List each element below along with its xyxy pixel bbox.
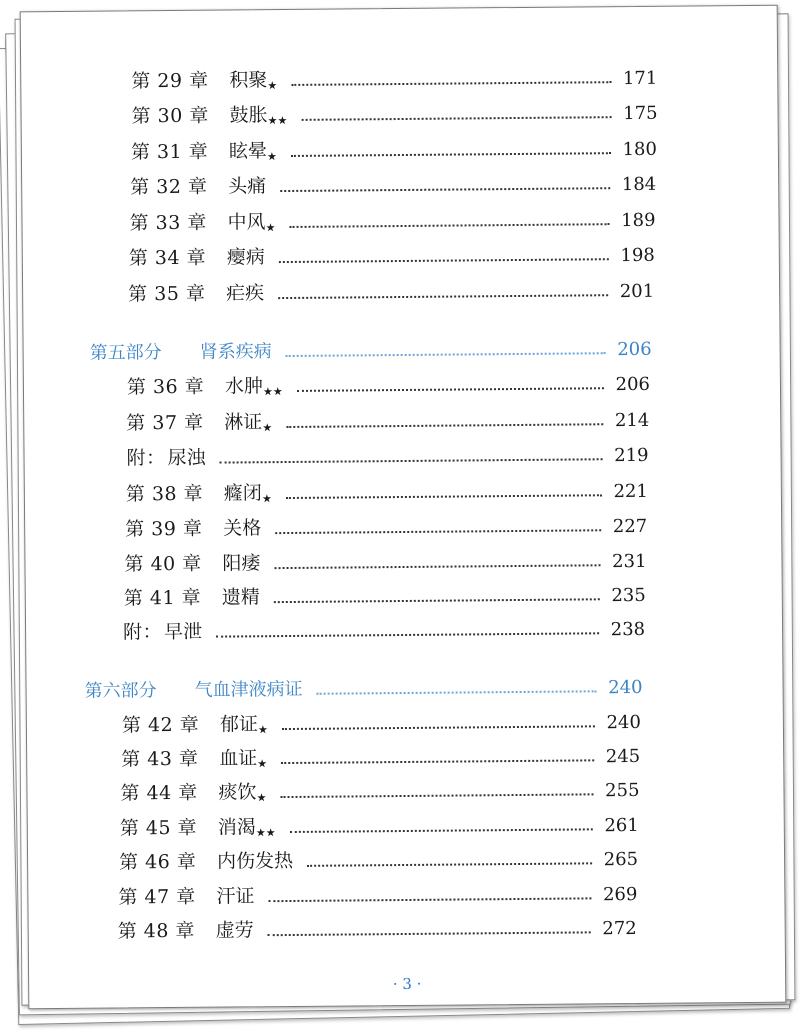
chapter-title: 汗证	[216, 885, 255, 908]
chapter-number: 第 39 章	[125, 517, 203, 541]
page-ref: 184	[621, 173, 657, 196]
chapter-number: 第 41 章	[123, 586, 202, 610]
chapter-title: 疟疾	[226, 282, 265, 305]
importance-star-icon: ★	[257, 757, 268, 771]
importance-star-icon: ★	[265, 221, 276, 235]
dot-leader	[282, 725, 595, 730]
page-ref: 171	[622, 67, 658, 90]
page-ref: 261	[604, 814, 639, 837]
page-ref: 231	[612, 550, 647, 573]
toc-entry[interactable]	[120, 769, 639, 806]
chapter-number: 第 34 章	[128, 246, 207, 270]
page-ref: 189	[621, 209, 656, 232]
chapter-title: 头痛	[228, 175, 267, 198]
page-ref: 235	[611, 584, 646, 607]
toc-entry[interactable]	[118, 873, 637, 910]
toc-entry[interactable]	[120, 804, 639, 841]
part-number: 第五部分	[89, 342, 162, 364]
chapter-title: 早泄	[164, 620, 203, 644]
dot-leader	[268, 897, 591, 902]
dot-leader	[216, 632, 599, 637]
toc-entry[interactable]	[125, 505, 647, 542]
chapter-number: 第 36 章	[126, 375, 205, 399]
importance-star-icon: ★	[266, 150, 277, 164]
toc-page	[20, 5, 787, 1010]
dot-leader	[286, 352, 606, 357]
page-ref: 206	[617, 338, 652, 361]
dot-leader	[274, 598, 600, 603]
part-title: 气血津液病证	[194, 678, 303, 701]
appendix-label: 附：	[122, 621, 163, 644]
page-ref: 238	[610, 618, 646, 641]
page-ref: 206	[615, 373, 651, 396]
page-ref: 245	[605, 745, 641, 768]
page-number: · 3 ·	[392, 974, 422, 994]
dot-leader	[279, 258, 609, 263]
toc-entry[interactable]	[118, 907, 637, 944]
chapter-title: 遗精	[221, 586, 260, 609]
page-ref: 214	[614, 409, 650, 432]
page-ref: 227	[612, 515, 648, 538]
toc-entry[interactable]	[131, 57, 657, 94]
dot-leader	[289, 223, 609, 228]
chapter-title: 积聚	[229, 69, 268, 92]
dot-leader	[286, 494, 602, 499]
toc-entry[interactable]	[129, 234, 655, 271]
chapter-title: 血证	[219, 747, 258, 770]
page-ref: 175	[623, 102, 658, 125]
chapter-title: 阳痿	[222, 552, 261, 575]
chapter-number: 第 31 章	[130, 140, 209, 164]
chapter-number: 第 32 章	[130, 175, 208, 199]
toc-entry[interactable]	[119, 838, 638, 875]
chapter-title: 淋证	[224, 411, 263, 434]
toc-entry[interactable]	[131, 92, 657, 129]
importance-star-icon: ★★	[267, 113, 288, 128]
page-ref: 219	[614, 444, 649, 467]
toc-entry[interactable]	[122, 701, 641, 738]
toc-part-heading[interactable]	[84, 666, 642, 703]
chapter-title: 虚劳	[215, 919, 254, 942]
importance-star-icon: ★★	[255, 826, 276, 840]
toc-entry[interactable]	[126, 434, 648, 471]
page-ref: 265	[603, 848, 639, 871]
dot-leader	[275, 564, 601, 569]
chapter-number: 第 45 章	[119, 816, 198, 840]
chapter-title: 水肿	[224, 375, 264, 398]
chapter-title: 尿浊	[167, 446, 206, 470]
dot-leader	[291, 152, 611, 157]
importance-star-icon: ★★	[262, 385, 283, 399]
dot-leader	[291, 81, 611, 86]
dot-leader	[290, 828, 593, 833]
chapter-number: 第 33 章	[129, 211, 207, 235]
chapter-title: 眩晕	[228, 140, 268, 163]
part-number: 第六部分	[84, 680, 157, 702]
importance-star-icon: ★	[256, 791, 267, 805]
toc-entry[interactable]	[130, 163, 656, 200]
toc-entry[interactable]	[124, 540, 646, 577]
page-ref: 240	[606, 711, 641, 734]
chapter-number: 第 40 章	[124, 552, 202, 576]
chapter-number: 第 43 章	[121, 747, 199, 771]
dot-leader	[297, 387, 604, 392]
dot-leader	[281, 759, 594, 764]
page-ref: 201	[619, 280, 655, 303]
toc-entry[interactable]	[126, 399, 649, 436]
importance-star-icon: ★	[262, 421, 273, 435]
chapter-title: 痰饮	[218, 781, 257, 804]
chapter-title: 癃闭	[223, 482, 262, 505]
dot-leader	[280, 793, 593, 798]
page-ref: 198	[620, 244, 655, 267]
dot-leader	[307, 862, 592, 866]
chapter-number: 第 37 章	[126, 411, 204, 435]
chapter-title: 瘿病	[226, 246, 265, 269]
dot-leader	[268, 931, 591, 936]
chapter-title: 郁证	[219, 713, 259, 736]
page-ref: 180	[622, 138, 657, 161]
page-ref: 240	[608, 676, 643, 699]
dot-leader	[220, 458, 603, 463]
importance-star-icon: ★	[261, 492, 272, 506]
chapter-title: 消渴	[217, 816, 256, 839]
part-title: 肾系疾病	[199, 341, 272, 363]
dot-leader	[301, 116, 611, 121]
page-ref: 272	[602, 917, 637, 940]
toc-entry[interactable]	[131, 128, 657, 165]
toc-entry[interactable]	[127, 363, 650, 400]
toc-entry[interactable]	[121, 735, 640, 772]
toc-entry[interactable]	[124, 574, 646, 611]
dot-leader	[280, 187, 610, 192]
dot-leader	[275, 529, 601, 534]
chapter-title: 关格	[223, 517, 262, 540]
chapter-number: 第 48 章	[117, 919, 196, 943]
chapter-number: 第 29 章	[131, 69, 209, 93]
toc-entry[interactable]	[129, 199, 655, 236]
chapter-title: 内伤发热	[216, 849, 294, 873]
toc-entry[interactable]	[128, 270, 654, 307]
dot-leader	[317, 690, 597, 694]
importance-star-icon: ★	[267, 79, 278, 93]
page-ref: 269	[602, 883, 638, 906]
appendix-label: 附：	[126, 447, 166, 470]
chapter-number: 第 30 章	[131, 104, 209, 128]
page-ref: 255	[605, 779, 640, 802]
chapter-number: 第 44 章	[120, 781, 198, 805]
chapter-number: 第 38 章	[125, 482, 204, 506]
table-of-contents	[21, 6, 777, 943]
importance-star-icon: ★	[257, 723, 268, 737]
chapter-number: 第 35 章	[128, 282, 206, 306]
chapter-number: 第 46 章	[118, 850, 197, 874]
dot-leader	[286, 423, 603, 428]
toc-entry[interactable]	[126, 470, 648, 507]
chapter-title: 鼓胀	[229, 104, 268, 127]
toc-entry[interactable]	[123, 608, 645, 645]
toc-part-heading[interactable]	[89, 328, 651, 365]
chapter-title: 中风	[227, 211, 266, 234]
dot-leader	[278, 294, 608, 299]
page-ref: 221	[613, 480, 648, 503]
chapter-number: 第 42 章	[121, 713, 200, 737]
chapter-number: 第 47 章	[118, 885, 196, 909]
